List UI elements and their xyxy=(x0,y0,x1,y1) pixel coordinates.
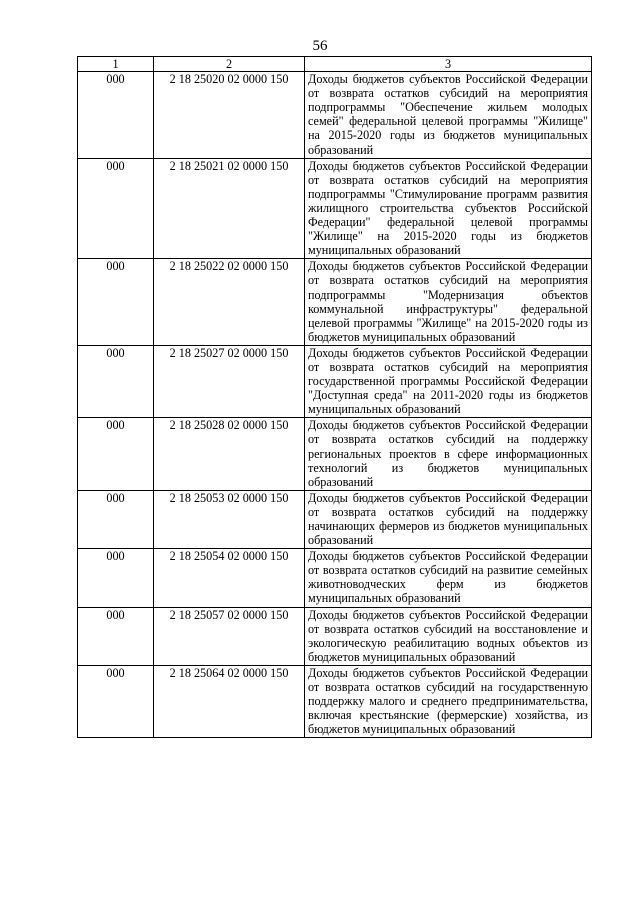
budget-code-cell: 2 18 25053 02 0000 150 xyxy=(154,490,305,548)
admin-code-cell: 000 xyxy=(78,418,154,490)
income-name-cell: Доходы бюджетов субъектов Российской Федерации от возврата остатков субсидий на восстановление и экологическую реабилитацию водных объектов из бюджетов муниципальных образований xyxy=(305,607,592,665)
income-name-cell: Доходы бюджетов субъектов Российской Федерации от возврата остатков субсидий на мероприятия подпрограммы "Обеспечение жильем молодых семей" федеральной целевой программы "Жилище" на 2015-2020 годы из бюджетов муниципальных образований xyxy=(305,72,592,159)
table-row xyxy=(78,345,592,417)
admin-code-cell: 000 xyxy=(78,549,154,607)
admin-code-cell: 000 xyxy=(78,72,154,159)
column-header-1: 1 xyxy=(78,57,154,72)
table-row xyxy=(78,490,592,548)
admin-code-cell: 000 xyxy=(78,259,154,346)
budget-code-cell: 2 18 25022 02 0000 150 xyxy=(154,259,305,346)
table-row xyxy=(78,549,592,607)
budget-code-cell: 2 18 25027 02 0000 150 xyxy=(154,345,305,417)
budget-code-cell: 2 18 25021 02 0000 150 xyxy=(154,158,305,259)
table-row xyxy=(78,158,592,259)
budget-classification-table xyxy=(77,56,592,738)
income-name-cell: Доходы бюджетов субъектов Российской Федерации от возврата остатков субсидий на поддержку региональных проектов в сфере информационных технологий из бюджетов муниципальных образований xyxy=(305,418,592,490)
page-number: 56 xyxy=(312,38,328,54)
table-row xyxy=(78,607,592,665)
column-header-3: 3 xyxy=(305,57,592,72)
table-row xyxy=(78,418,592,490)
budget-code-cell: 2 18 25057 02 0000 150 xyxy=(154,607,305,665)
table-row xyxy=(78,72,592,159)
admin-code-cell: 000 xyxy=(78,665,154,737)
budget-code-cell: 2 18 25020 02 0000 150 xyxy=(154,72,305,159)
income-name-cell: Доходы бюджетов субъектов Российской Федерации от возврата остатков субсидий на мероприятия подпрограммы "Стимулирование программ развития жилищного строительства субъектов Российской Федерации" федеральной целевой программы "Жилище" на 2015-2020 годы из бюджетов муниципальных образований xyxy=(305,158,592,259)
budget-code-cell: 2 18 25064 02 0000 150 xyxy=(154,665,305,737)
budget-code-cell: 2 18 25054 02 0000 150 xyxy=(154,549,305,607)
income-name-cell: Доходы бюджетов субъектов Российской Федерации от возврата остатков субсидий на поддержку начинающих фермеров из бюджетов муниципальных образований xyxy=(305,490,592,548)
budget-code-cell: 2 18 25028 02 0000 150 xyxy=(154,418,305,490)
table-row xyxy=(78,665,592,737)
table-row xyxy=(78,259,592,346)
income-name-cell: Доходы бюджетов субъектов Российской Федерации от возврата остатков субсидий на государственную поддержку малого и среднего предпринимательства, включая крестьянские (фермерские) хозяйства, из бюджетов муниципальных образований xyxy=(305,665,592,737)
table-header-row xyxy=(78,57,592,72)
income-name-cell: Доходы бюджетов субъектов Российской Федерации от возврата остатков субсидий на развитие семейных животноводческих ферм из бюджетов муниципальных образований xyxy=(305,549,592,607)
column-header-2: 2 xyxy=(154,57,305,72)
income-name-cell: Доходы бюджетов субъектов Российской Федерации от возврата остатков субсидий на мероприятия подпрограммы "Модернизация объектов коммунальной инфраструктуры" федеральной целевой программы "Жилище" на 2015-2020 годы из бюджетов муниципальных образований xyxy=(305,259,592,346)
income-name-cell: Доходы бюджетов субъектов Российской Федерации от возврата остатков субсидий на мероприятия государственной программы Российской Федерации "Доступная среда" на 2011-2020 годы из бюджетов муниципальных образований xyxy=(305,345,592,417)
admin-code-cell: 000 xyxy=(78,158,154,259)
admin-code-cell: 000 xyxy=(78,345,154,417)
admin-code-cell: 000 xyxy=(78,607,154,665)
admin-code-cell: 000 xyxy=(78,490,154,548)
